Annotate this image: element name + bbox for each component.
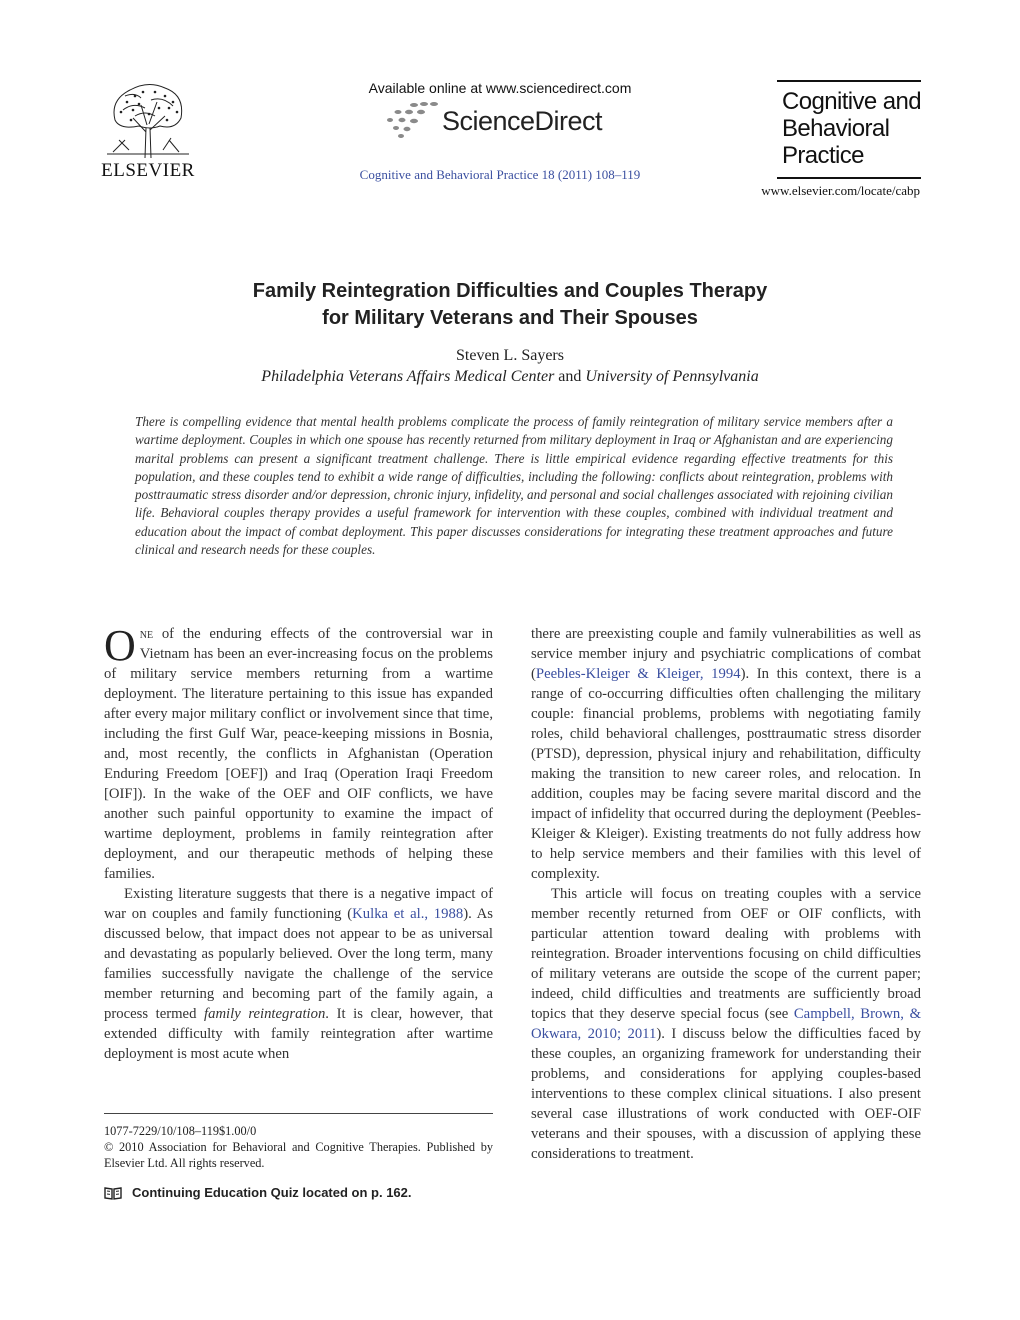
journal-title-line: Cognitive and [782,88,921,115]
quiz-text: Continuing Education Quiz located on p. 162. [132,1185,412,1200]
affiliation-joiner: and [558,368,582,385]
journal-title-line: Practice [782,142,864,169]
body-column-right [531,624,921,1164]
paragraph-text: ). In this context, there is a range of co-occurring difficulties often challenging the military couple: financial problems, problems with negotiating family roles, child behavioral challenges, posttraumatic stress disorder (PTSD), depression, physical injury and rehabilitation, difficulty making the transition to new career roles, and relocation. In addition, couples may be facing severe marital discord and the impact of infidelity that occurred during the deployment (Peebles-Kleiger & Kleiger). Existing treatments do not fully address how to help service members and their families with this level of complexity. [531,666,921,882]
paragraph-text: This article will focus on treating couples with a service member recently returned from OEF or OIF conflicts, with particular attention toward dealing with problems with reintegration. Broader interventions focusing on child difficulties of military veterans are outside the scope of the current paper; indeed, child difficulties and treatments are sufficiently broad topics that they deserve special focus (see [531,886,921,1022]
paragraph-text: . It is clear, however, that extended difficulty with family reintegration after wartime deployment is most acute when [104,1006,493,1062]
citation-link[interactable]: Campbell, Brown, & Okwara, 2010; 2011 [531,1006,922,1042]
article-title [150,278,870,332]
journal-reference[interactable]: Cognitive and Behavioral Practice 18 (2011) 108–119 [359,167,641,182]
journal-url[interactable]: www.elsevier.com/locate/cabp [761,183,920,198]
affiliation-1: Philadelphia Veterans Affairs Medical Center [261,368,555,385]
sciencedirect-logo [384,100,624,144]
citation-link[interactable]: Kulka et al., 1988 [352,906,464,922]
journal-title [777,82,921,169]
sciencedirect-wordmark: ScienceDirect [442,106,603,136]
body-paragraph [104,621,493,884]
paragraph-text: Existing literature suggests that there is a negative impact of war on couples and family functioning ( [104,886,493,922]
quiz-note[interactable] [104,1185,412,1200]
available-online-text: Available online at www.sciencedirect.com [368,80,632,96]
elsevier-tree-icon [105,80,191,158]
abstract: There is compelling evidence that mental health problems complicate the process of family reintegration of military service members after a wartime deployment. Couples in which one spouse has recently returned from military deployment in Iraq or Afghanistan and are experiencing marital problems can present a significant treatment challenge. There is little empirical evidence regarding effective treatments for this population, and these couples tend to exhibit a wide range of difficulties, including the following: conflicts about reintegration, problems with posttraumatic stress disorder and/or depression, chronic injury, infidelity, and personal and social challenges associated with rejoining civilian life. Behavioral couples therapy provides a useful framework for intervention with these couples, combined with individual treatment and education about the impact of combat deployment. This paper discusses considerations for integrating these treatment approaches and future clinical and research needs for these couples. [135,414,893,558]
author-affiliation [150,368,870,386]
citation-link[interactable]: Peebles-Kleiger & Kleiger, 1994 [535,666,741,682]
paragraph-text: ). As discussed below, that impact does not appear to be as universal and devastating as popularly believed. Over the long term, many families successfully navigate the challenge of the service member returning and becoming part of the family again, a process termed [104,906,493,1022]
body-paragraph [531,884,921,1164]
article-title-line: Family Reintegration Difficulties and Couples Therapy [252,280,768,302]
body-column-left [104,621,493,1064]
issn-code: 1077-7229/10/108–119$1.00/0 [104,1124,257,1138]
drop-cap: O [104,621,136,670]
paragraph-text: of the enduring effects of the controversial war in Vietnam has been an ever-increasing focus on the problems of military service members returning from a wartime deployment. The literature pertaining to this issue has expanded after every major military conflict or involvement since that time, including the first Gulf War, peace-keeping missions in Bosnia, and, most recently, the conflicts in Afghanistan (Operation Enduring Freedom [OEF]) and Iraq (Operation Iraqi Freedom [OIF]). In the wake of the OEF and OIF conflicts, we have another such painful opportunity to examine the impact of wartime deployment, problems in family reintegration after deployment, and our therapeutic methods of helping these families. [104,626,493,882]
paragraph-text: ). I discuss below the difficulties faced by these couples, an organizing framework for understanding their problems, and considerations for applying couples-based interventions to these complex clinical situations. I also present several case illustrations of work conducted with OEF-OIF veterans and their spouses, with a discussion of applying these considerations to treatment. [531,1026,921,1162]
body-paragraph [104,884,493,1064]
sciencedirect-dots-icon [384,100,440,140]
footnote [104,1123,493,1171]
affiliation-2: University of Pennsylvania [585,368,759,385]
paragraph-text: there are preexisting couple and family vulnerabilities as well as service member injury and psychiatric complications of combat ( [531,626,921,682]
small-caps-lead: ne [139,626,154,642]
journal-title-box [777,80,921,179]
body-paragraph-continued [531,624,921,884]
author-name: Steven L. Sayers [456,347,564,364]
italic-term: family reintegration [204,1006,326,1022]
publisher-wordmark: ELSEVIER [101,160,195,181]
journal-title-line: Behavioral [782,115,890,142]
copyright-notice: © 2010 Association for Behavioral and Cognitive Therapies. Published by Elsevier Ltd. All rights reserved. [104,1140,493,1170]
footnote-divider [104,1113,493,1114]
article-title-line: for Military Veterans and Their Spouses [322,307,698,329]
book-icon [104,1186,122,1200]
elsevier-logo [98,80,198,182]
